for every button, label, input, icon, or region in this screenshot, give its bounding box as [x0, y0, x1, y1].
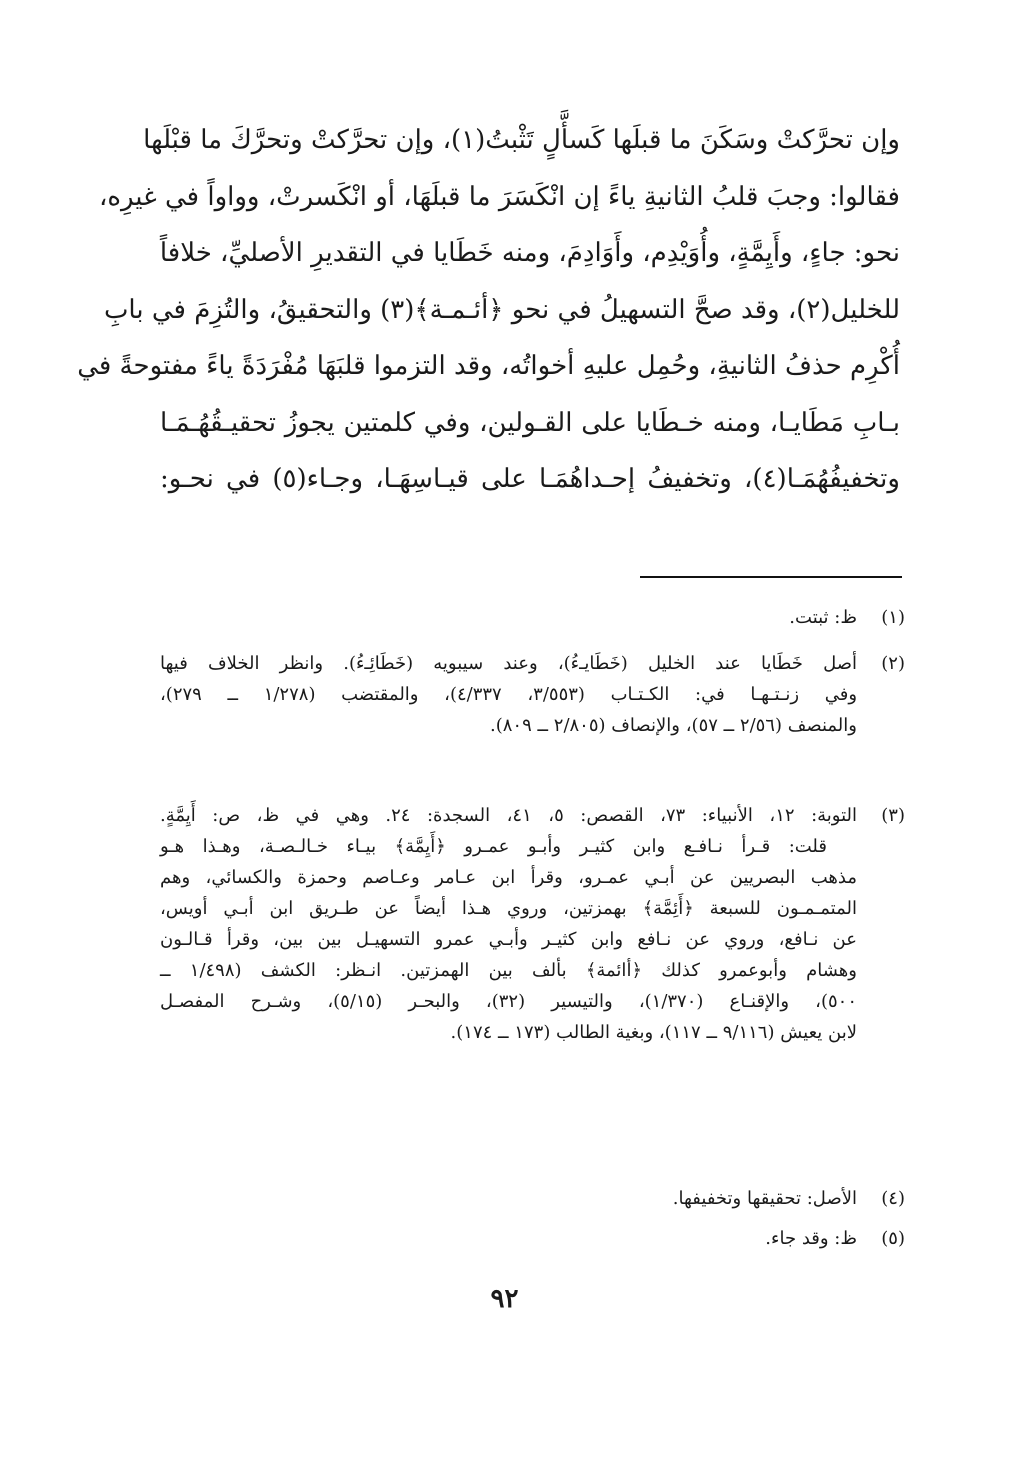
footnote-5: [160, 1223, 905, 1254]
footnote-line: ٥٠٠)، والإقنـاع (١/٣٧٠)، والتيسير (٣٢)، والبحـر (٥/١٥)، وشـرح المفصـل: [160, 991, 857, 1012]
footnote-line: ظ: ثبتت.: [789, 607, 857, 628]
footnote-4: [160, 1183, 905, 1214]
footnote-number: (٥): [881, 1228, 905, 1249]
footnote-line: قلت: قـرأ نـافـع وابن كثيـر وأبـو عمـرو ﴿أَيِمَّة﴾ بيـاء خـالـصـة، وهـذا هـو: [160, 836, 827, 857]
footnote-line: والمنصف (٢/٥٦ ــ ٥٧)، والإنصاف (٢/٨٠٥ ــ ٨٠٩).: [490, 715, 857, 736]
footnote-3: [160, 800, 905, 1048]
main-text-line: للخليل(٢)، وقد صحَّ التسهيلُ في نحو ﴿أئـمـة﴾(٣) والتحقيقُ، والتُزِمَ في بابِ: [103, 294, 900, 325]
footnote-number: (١): [881, 607, 905, 628]
footnote-line: أصل خَطَايا عند الخليل (خَطَايـءُ)، وعند سيبويه (خَطَائِـءُ). وانظر الخلاف فيها: [160, 653, 857, 674]
footnote-line: وفي زنـتـهـا في: الكـتـاب (٣/٥٥٣، ٤/٣٣٧)، والمقتضب (١/٢٧٨ ــ ٢٧٩)،: [160, 684, 858, 705]
main-text-line: بـابِ مَطَايـا، ومنه خـطَايا على القـولين، وفي كلمتين يجوزُ تحقيـقُهُـمَـا: [160, 407, 900, 438]
footnote-1: [160, 602, 905, 633]
footnote-number: (٢): [881, 653, 905, 674]
page-number: ٩٢: [490, 1284, 519, 1314]
footnote-line: وهشام وأبوعمرو كذلك ﴿أائمة﴾ بألف بين الهمزتين. انـظر: الكشف (١/٤٩٨ ــ: [160, 960, 857, 981]
footnote-divider: [640, 576, 902, 578]
main-text-line: فقالوا: وجبَ قلبُ الثانيةِ ياءً إن انْكَسَرَ ما قبلَهَا، أو انْكَسرتْ، وواواً في غيرِه،: [98, 181, 900, 212]
main-text-line: أُكْرِم حذفُ الثانيةِ، وحُمِل عليهِ أخواتُه، وقد التزموا قلبَهَا مُفْرَدَةً ياءً مفتوحةً في: [77, 351, 900, 381]
main-text-line: نحو: جاءٍ، وأَيِمَّةٍ، وأُوَيْدِم، وأَوَادِمَ، ومنه خَطَايا في التقديرِ الأصليِّ، خلافاً: [159, 238, 900, 268]
footnote-line: التوبة: ١٢، الأنبياء: ٧٣، القصص: ٥، ٤١، السجدة: ٢٤. وهي في ظ، ص: أَيِمَّةٍ.: [160, 805, 858, 826]
footnote-line: لابن يعيش (٩/١١٦ ــ ١١٧)، وبغية الطالب (١٧٣ ــ ١٧٤).: [450, 1022, 857, 1043]
footnote-line: عن نـافع، وروي عن نـافع وابن كثيـر وأبـي عمرو التسهيـل بين بين، وقرأ قـالـون: [160, 929, 857, 950]
footnote-2: [160, 648, 905, 741]
main-text: [77, 112, 900, 508]
main-text-line: وإن تحرَّكتْ وسَكَنَ ما قبلَها كَسأَّلٍ تَثْبتُ(١)، وإن تحرَّكتْ وتحرَّكَ ما قبْلَها: [143, 125, 900, 155]
footnote-number: (٤): [881, 1188, 905, 1209]
main-text-line: وتخفيفُهُمَـا(٤)، وتخفيفُ إحـداهُمَـا على قيـاسِهَـا، وجـاء(٥) في نحـو:: [160, 464, 900, 494]
footnote-line: مذهب البصريين عن أبـي عمـرو، وقرأ ابن عـامر وعـاصم وحمزة والكسائي، وهم: [160, 867, 857, 888]
footnote-line: الأصل: تحقيقها وتخفيفها.: [672, 1188, 857, 1209]
footnote-line: ظ: وقد جاء.: [765, 1228, 857, 1249]
footnote-number: (٣): [881, 805, 905, 826]
footnote-line: المتمـمـون للسبعة ﴿أَئِمَّة﴾ بهمزتين، وروي هـذا أيضاً عن طـريق ابن أبـي أويس،: [160, 898, 857, 919]
